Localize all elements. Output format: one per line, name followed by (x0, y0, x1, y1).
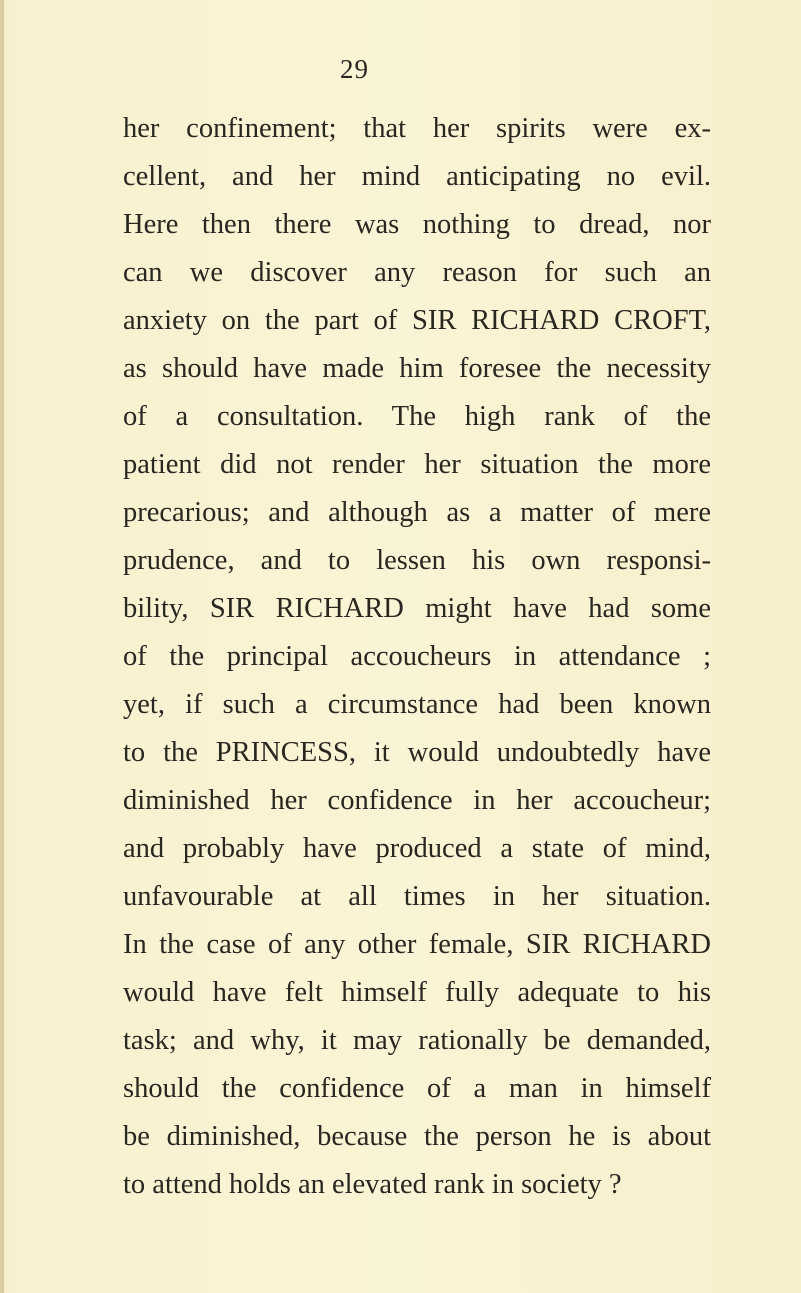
text-line: be diminished, because the person he is about (123, 1121, 711, 1152)
text-line: anxiety on the part of SIR RICHARD CROFT, (123, 305, 711, 336)
text-line: her confinement; that her spirits were ex- (123, 113, 711, 144)
text-line: diminished her confidence in her accoucheur; (123, 785, 711, 816)
text-line: and probably have produced a state of mind, (123, 833, 711, 864)
text-line: of a consultation. The high rank of the (123, 401, 711, 432)
text-line: of the principal accoucheurs in attendance ; (123, 641, 711, 672)
text-line: can we discover any reason for such an (123, 257, 711, 288)
text-line: In the case of any other female, SIR RICHARD (123, 929, 711, 960)
text-line: to the PRINCESS, it would undoubtedly have (123, 737, 711, 768)
text-line: precarious; and although as a matter of mere (123, 497, 711, 528)
text-line: Here then there was nothing to dread, nor (123, 209, 711, 240)
text-line: task; and why, it may rationally be demanded, (123, 1025, 711, 1056)
text-line: prudence, and to lessen his own responsi- (123, 545, 711, 576)
text-line: unfavourable at all times in her situation. (123, 881, 711, 912)
text-line: should the confidence of a man in himself (123, 1073, 711, 1104)
text-line: would have felt himself fully adequate to his (123, 977, 711, 1008)
text-line: patient did not render her situation the more (123, 449, 711, 480)
page-number: 29 (340, 54, 369, 84)
text-line: bility, SIR RICHARD might have had some (123, 593, 711, 624)
text-line: yet, if such a circumstance had been known (123, 689, 711, 720)
text-line: cellent, and her mind anticipating no evil. (123, 161, 711, 192)
text-line: to attend holds an elevated rank in society ? (123, 1169, 622, 1200)
text-line: as should have made him foresee the necessity (123, 353, 711, 384)
